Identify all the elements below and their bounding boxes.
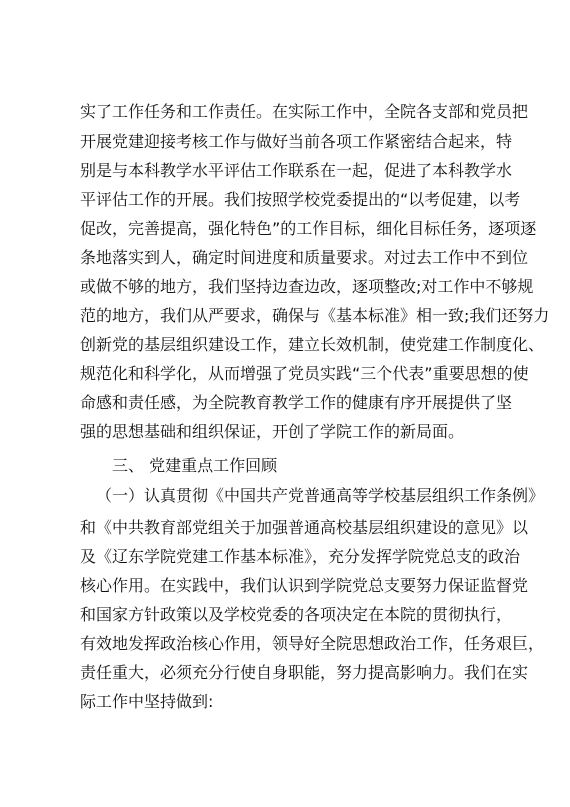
text-line: 开展党建迎接考核工作与做好当前各项工作紧密结合起来，特 (80, 132, 513, 151)
text-line: 范的地方，我们从严要求，确保与《基本标准》相一致;我们还努力 (80, 306, 550, 325)
text-line: 强的思想基础和组织保证，开创了学院工作的新局面。 (80, 422, 465, 441)
text-line: 际工作中坚持做到: (80, 692, 214, 711)
text-line: 责任重大，必须充分行使自身职能，努力提高影响力。我们在实 (80, 663, 529, 682)
text-line: 有效地发挥政治核心作用，领导好全院思想政治工作，任务艰巨， (80, 634, 545, 653)
text-line: （一）认真贯彻《中国共产党普通高等学校基层组织工作条例》 (96, 486, 545, 505)
text-line: 创新党的基层组织建设工作，建立长效机制，使党建工作制度化、 (80, 335, 545, 354)
text-line: 实了工作任务和工作责任。在实际工作中，全院各支部和党员把 (80, 102, 529, 121)
text-line: 条地落实到人，确定时间进度和质量要求。对过去工作中不到位 (80, 248, 529, 267)
text-line: 命感和责任感，为全院教育教学工作的健康有序开展提供了坚 (80, 393, 513, 412)
text-line: 核心作用。在实践中，我们认识到学院党总支要努力保证监督党 (80, 576, 529, 595)
text-line: 平评估工作的开展。我们按照学校党委提出的“以考促建，以考 (80, 190, 521, 209)
section-heading: 三、 党建重点工作回顾 (112, 456, 278, 475)
text-line: 和《中共教育部党组关于加强普通高校基层组织建设的意见》以 (80, 518, 529, 537)
text-line: 规范化和科学化，从而增强了党员实践“三个代表”重要思想的使 (80, 364, 529, 383)
text-line: 和国家方针政策以及学校党委的各项决定在本院的贯彻执行， (80, 605, 513, 624)
text-line: 促改，完善提高，强化特色”的工作目标，细化目标任务，逐项逐 (80, 219, 537, 238)
text-line: 别是与本科教学水平评估工作联系在一起，促进了本科教学水 (80, 161, 513, 180)
text-line: 或做不够的地方，我们坚持边查边改，逐项整改;对工作中不够规 (80, 277, 534, 296)
text-line: 及《辽东学院党建工作基本标准》，充分发挥学院党总支的政治 (80, 547, 521, 566)
